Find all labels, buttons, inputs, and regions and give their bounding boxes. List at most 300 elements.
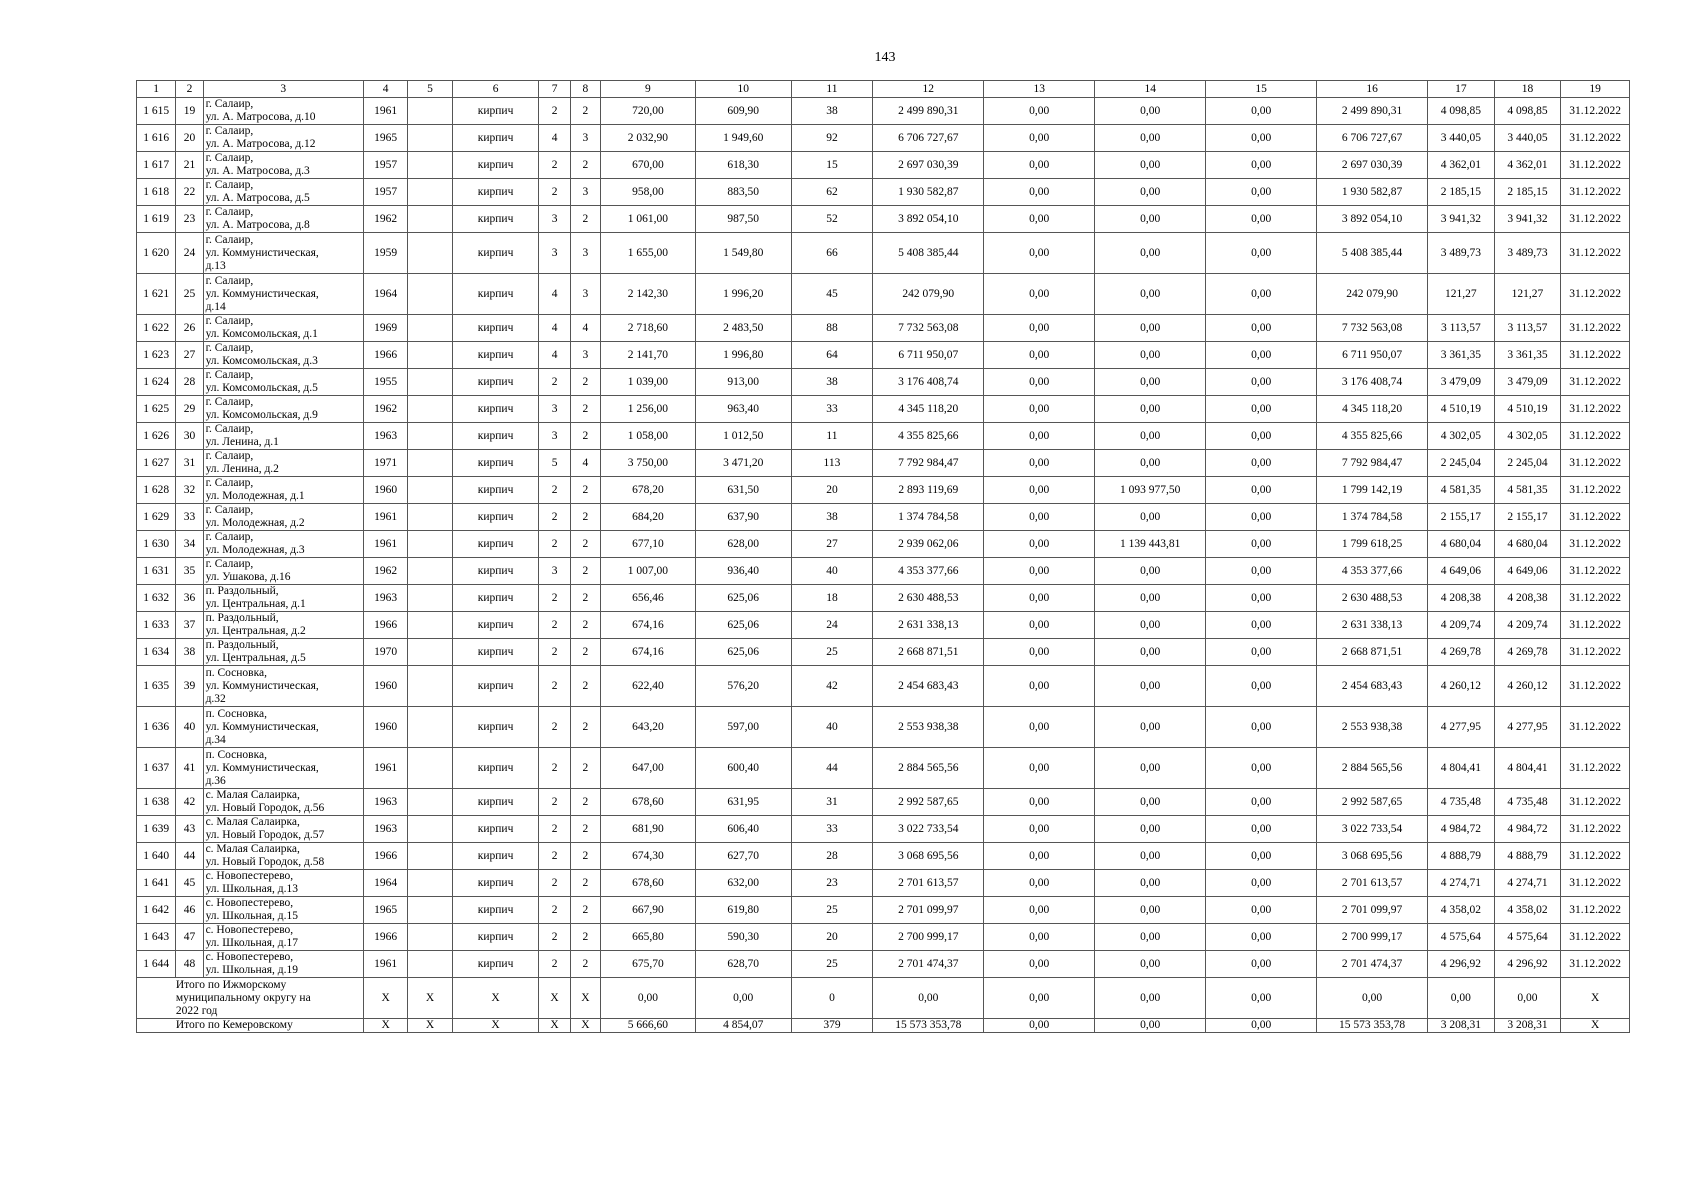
residents-cell: 25 xyxy=(791,897,873,924)
row-number-cell: 1 621 xyxy=(137,274,176,315)
material-cell: кирпич xyxy=(452,816,539,843)
area-cell: 675,70 xyxy=(600,951,695,978)
material-cell: кирпич xyxy=(452,450,539,477)
date-cell: 31.12.2022 xyxy=(1561,152,1630,179)
address-cell xyxy=(203,152,363,179)
unit-cost-cell: 4 296,92 xyxy=(1428,951,1495,978)
year-cell: 1962 xyxy=(363,396,407,423)
owners-cell: 3 068 695,56 xyxy=(1317,843,1428,870)
col5-cell xyxy=(408,125,452,152)
budget-cell: 0,00 xyxy=(1095,125,1206,152)
owners-cell: 4 355 825,66 xyxy=(1317,423,1428,450)
date-cell: 31.12.2022 xyxy=(1561,206,1630,233)
residents-cell: 31 xyxy=(791,789,873,816)
cost-cell: 7 792 984,47 xyxy=(873,450,984,477)
residents-cell: 40 xyxy=(791,558,873,585)
area-cell: 0,00 xyxy=(600,978,695,1019)
address-line: п. Сосновка, xyxy=(205,748,268,761)
material-cell: кирпич xyxy=(452,924,539,951)
unit-limit-cell: 4 984,72 xyxy=(1494,816,1561,843)
cost-cell: 3 176 408,74 xyxy=(873,369,984,396)
living-area-cell: 987,50 xyxy=(695,206,791,233)
address-cell xyxy=(203,870,363,897)
row-number-cell: 1 616 xyxy=(137,125,176,152)
budget-cell: 0,00 xyxy=(1095,98,1206,125)
residents-cell: 27 xyxy=(791,531,873,558)
owners-cell: 15 573 353,78 xyxy=(1317,1019,1428,1033)
unit-limit-cell: 4 274,71 xyxy=(1494,870,1561,897)
owners-cell: 242 079,90 xyxy=(1317,274,1428,315)
unit-limit-cell: 4 260,12 xyxy=(1494,666,1561,707)
unit-cost-cell: 3 361,35 xyxy=(1428,342,1495,369)
address-line: г. Салаир, xyxy=(205,558,254,570)
row-number-cell: 1 639 xyxy=(137,816,176,843)
unit-cost-cell: 4 510,19 xyxy=(1428,396,1495,423)
address-line: с. Малая Салаирка, xyxy=(205,789,300,801)
address-cell xyxy=(203,274,363,315)
index-cell: 41 xyxy=(176,748,203,789)
material-cell: кирпич xyxy=(452,504,539,531)
column-header: 13 xyxy=(984,81,1095,98)
other-cell: 0,00 xyxy=(1206,206,1317,233)
area-cell: 2 032,90 xyxy=(600,125,695,152)
address-line: г. Салаир, xyxy=(205,477,254,489)
unit-limit-cell: 4 888,79 xyxy=(1494,843,1561,870)
unit-cost-cell: 0,00 xyxy=(1428,978,1495,1019)
living-area-cell: 590,30 xyxy=(695,924,791,951)
cost-cell: 1 374 784,58 xyxy=(873,504,984,531)
owners-cell: 4 353 377,66 xyxy=(1317,558,1428,585)
living-area-cell: 627,70 xyxy=(695,843,791,870)
address-cell xyxy=(203,342,363,369)
living-area-cell: 576,20 xyxy=(695,666,791,707)
col5-cell xyxy=(408,342,452,369)
year-cell: 1955 xyxy=(363,369,407,396)
date-cell: 31.12.2022 xyxy=(1561,639,1630,666)
residents-cell: 28 xyxy=(791,843,873,870)
column-header: 6 xyxy=(452,81,539,98)
other-cell: 0,00 xyxy=(1206,639,1317,666)
row-number-cell: 1 633 xyxy=(137,612,176,639)
area-cell: 5 666,60 xyxy=(600,1019,695,1033)
date-cell: 31.12.2022 xyxy=(1561,450,1630,477)
fund-cell: 0,00 xyxy=(984,233,1095,274)
col5-cell xyxy=(408,179,452,206)
col5-cell xyxy=(408,98,452,125)
residents-cell: 113 xyxy=(791,450,873,477)
date-cell: 31.12.2022 xyxy=(1561,924,1630,951)
entrances-cell: 3 xyxy=(570,342,600,369)
living-area-cell: 609,90 xyxy=(695,98,791,125)
other-cell: 0,00 xyxy=(1206,477,1317,504)
date-cell: 31.12.2022 xyxy=(1561,531,1630,558)
fund-cell: 0,00 xyxy=(984,369,1095,396)
unit-cost-cell: 4 888,79 xyxy=(1428,843,1495,870)
owners-cell: 0,00 xyxy=(1317,978,1428,1019)
budget-cell: 0,00 xyxy=(1095,342,1206,369)
entrances-cell: 2 xyxy=(570,870,600,897)
entrances-cell: 2 xyxy=(570,789,600,816)
col5-cell xyxy=(408,152,452,179)
area-cell: 1 058,00 xyxy=(600,423,695,450)
floors-cell: 2 xyxy=(539,789,570,816)
address-line: ул. А. Матросова, д.12 xyxy=(205,138,316,150)
row-number-cell: 1 624 xyxy=(137,369,176,396)
table-row xyxy=(137,843,1630,870)
residents-cell: 24 xyxy=(791,612,873,639)
unit-limit-cell: 3 208,31 xyxy=(1494,1019,1561,1033)
year-cell: 1963 xyxy=(363,423,407,450)
index-cell: 23 xyxy=(176,206,203,233)
other-cell: 0,00 xyxy=(1206,179,1317,206)
floors-cell: 3 xyxy=(539,423,570,450)
table-row xyxy=(137,233,1630,274)
column-header: 4 xyxy=(363,81,407,98)
budget-cell: 0,00 xyxy=(1095,274,1206,315)
date-cell: 31.12.2022 xyxy=(1561,342,1630,369)
unit-limit-cell: 3 941,32 xyxy=(1494,206,1561,233)
material-cell: кирпич xyxy=(452,789,539,816)
residents-cell: 18 xyxy=(791,585,873,612)
cost-cell: 4 353 377,66 xyxy=(873,558,984,585)
floors-cell: 2 xyxy=(539,951,570,978)
year-cell: 1970 xyxy=(363,639,407,666)
column-header: 12 xyxy=(873,81,984,98)
address-cell xyxy=(203,98,363,125)
entrances-cell: 3 xyxy=(570,274,600,315)
area-cell: 681,90 xyxy=(600,816,695,843)
date-cell: 31.12.2022 xyxy=(1561,504,1630,531)
fund-cell: 0,00 xyxy=(984,342,1095,369)
owners-cell: 1 799 618,25 xyxy=(1317,531,1428,558)
total-empty-cell xyxy=(137,1019,176,1033)
address-cell xyxy=(203,816,363,843)
table-row xyxy=(137,816,1630,843)
living-area-cell: 1 996,80 xyxy=(695,342,791,369)
residents-cell: 64 xyxy=(791,342,873,369)
total-label-cell xyxy=(176,978,364,1019)
budget-cell: 0,00 xyxy=(1095,666,1206,707)
col5-cell xyxy=(408,233,452,274)
unit-limit-cell: 2 245,04 xyxy=(1494,450,1561,477)
cost-cell: 2 701 613,57 xyxy=(873,870,984,897)
other-cell: 0,00 xyxy=(1206,707,1317,748)
other-cell: 0,00 xyxy=(1206,531,1317,558)
entrances-cell: 2 xyxy=(570,924,600,951)
col5-cell xyxy=(408,897,452,924)
fund-cell: 0,00 xyxy=(984,585,1095,612)
column-header: 10 xyxy=(695,81,791,98)
living-area-cell: 625,06 xyxy=(695,612,791,639)
floors-cell: 2 xyxy=(539,531,570,558)
material-cell: кирпич xyxy=(452,870,539,897)
address-cell xyxy=(203,639,363,666)
date-cell: 31.12.2022 xyxy=(1561,585,1630,612)
area-cell: 656,46 xyxy=(600,585,695,612)
table-row xyxy=(137,897,1630,924)
date-cell: 31.12.2022 xyxy=(1561,423,1630,450)
index-cell: 45 xyxy=(176,870,203,897)
fund-cell: 0,00 xyxy=(984,152,1095,179)
unit-limit-cell: 4 804,41 xyxy=(1494,748,1561,789)
date-cell: 31.12.2022 xyxy=(1561,98,1630,125)
index-cell: 27 xyxy=(176,342,203,369)
owners-cell: 2 701 613,57 xyxy=(1317,870,1428,897)
living-area-cell: 883,50 xyxy=(695,179,791,206)
table-row xyxy=(137,98,1630,125)
address-line: ул. Школьная, д.13 xyxy=(205,883,299,895)
index-cell: 34 xyxy=(176,531,203,558)
material-cell: кирпич xyxy=(452,125,539,152)
date-cell: 31.12.2022 xyxy=(1561,789,1630,816)
year-cell: 1960 xyxy=(363,477,407,504)
address-line: п. Сосновка, xyxy=(205,707,268,720)
residents-cell: 20 xyxy=(791,924,873,951)
residents-cell: 66 xyxy=(791,233,873,274)
address-line: ул. Новый Городок, д.56 xyxy=(205,802,325,814)
unit-cost-cell: 4 269,78 xyxy=(1428,639,1495,666)
area-cell: 1 007,00 xyxy=(600,558,695,585)
cost-cell: 2 499 890,31 xyxy=(873,98,984,125)
living-area-cell: 631,95 xyxy=(695,789,791,816)
address-cell xyxy=(203,748,363,789)
budget-cell: 0,00 xyxy=(1095,870,1206,897)
address-cell xyxy=(203,125,363,152)
owners-cell: 2 701 474,37 xyxy=(1317,951,1428,978)
index-cell: 25 xyxy=(176,274,203,315)
fund-cell: 0,00 xyxy=(984,748,1095,789)
fund-cell: 0,00 xyxy=(984,423,1095,450)
fund-cell: 0,00 xyxy=(984,531,1095,558)
living-area-cell: 637,90 xyxy=(695,504,791,531)
col5-cell xyxy=(408,477,452,504)
column-header: 14 xyxy=(1095,81,1206,98)
date-cell: 31.12.2022 xyxy=(1561,748,1630,789)
address-line: ул. Молодежная, д.3 xyxy=(205,544,305,556)
unit-limit-cell: 4 269,78 xyxy=(1494,639,1561,666)
entrances-cell: 2 xyxy=(570,707,600,748)
cost-cell: 4 355 825,66 xyxy=(873,423,984,450)
unit-limit-cell: 4 680,04 xyxy=(1494,531,1561,558)
row-number-cell: 1 640 xyxy=(137,843,176,870)
material-cell: кирпич xyxy=(452,707,539,748)
table-row xyxy=(137,870,1630,897)
index-cell: 30 xyxy=(176,423,203,450)
unit-limit-cell: 4 302,05 xyxy=(1494,423,1561,450)
address-line: ул. А. Матросова, д.5 xyxy=(205,192,310,204)
address-line: с. Новопестерево, xyxy=(205,897,294,909)
entrances-cell: X xyxy=(570,1019,600,1033)
year-cell: 1961 xyxy=(363,748,407,789)
floors-cell: 2 xyxy=(539,924,570,951)
address-cell xyxy=(203,707,363,748)
floors-cell: X xyxy=(539,978,570,1019)
row-number-cell: 1 634 xyxy=(137,639,176,666)
area-cell: 678,60 xyxy=(600,870,695,897)
unit-cost-cell: 4 260,12 xyxy=(1428,666,1495,707)
address-line: г. Салаир, xyxy=(205,179,254,191)
material-cell: кирпич xyxy=(452,897,539,924)
floors-cell: 2 xyxy=(539,639,570,666)
col5-cell xyxy=(408,450,452,477)
address-cell xyxy=(203,233,363,274)
column-header: 1 xyxy=(137,81,176,98)
budget-cell: 0,00 xyxy=(1095,206,1206,233)
year-cell: 1965 xyxy=(363,897,407,924)
address-line: ул. Комсомольская, д.5 xyxy=(205,382,318,394)
col5-cell xyxy=(408,369,452,396)
year-cell: 1966 xyxy=(363,342,407,369)
cost-cell: 2 884 565,56 xyxy=(873,748,984,789)
row-number-cell: 1 617 xyxy=(137,152,176,179)
col5-cell xyxy=(408,639,452,666)
fund-cell: 0,00 xyxy=(984,179,1095,206)
living-area-cell: 3 471,20 xyxy=(695,450,791,477)
address-cell xyxy=(203,531,363,558)
table-row xyxy=(137,666,1630,707)
row-number-cell: 1 641 xyxy=(137,870,176,897)
living-area-cell: 1 012,50 xyxy=(695,423,791,450)
area-cell: 665,80 xyxy=(600,924,695,951)
residents-cell: 38 xyxy=(791,369,873,396)
owners-cell: 3 022 733,54 xyxy=(1317,816,1428,843)
area-cell: 674,16 xyxy=(600,612,695,639)
address-line: г. Салаир, xyxy=(205,450,254,462)
cost-cell: 3 892 054,10 xyxy=(873,206,984,233)
fund-cell: 0,00 xyxy=(984,951,1095,978)
unit-limit-cell: 4 209,74 xyxy=(1494,612,1561,639)
address-line: ул. Ленина, д.2 xyxy=(205,463,279,475)
address-line: ул. Школьная, д.17 xyxy=(205,937,299,949)
unit-cost-cell: 2 155,17 xyxy=(1428,504,1495,531)
table-row xyxy=(137,924,1630,951)
page-number: 143 xyxy=(874,50,896,65)
total-empty-cell xyxy=(137,978,176,1019)
col5-cell: X xyxy=(408,1019,452,1033)
row-number-cell: 1 623 xyxy=(137,342,176,369)
material-cell: кирпич xyxy=(452,558,539,585)
address-line: г. Салаир, xyxy=(205,233,254,246)
index-cell: 21 xyxy=(176,152,203,179)
unit-limit-cell: 4 208,38 xyxy=(1494,585,1561,612)
index-cell: 35 xyxy=(176,558,203,585)
owners-cell: 2 884 565,56 xyxy=(1317,748,1428,789)
address-cell xyxy=(203,612,363,639)
fund-cell: 0,00 xyxy=(984,450,1095,477)
fund-cell: 0,00 xyxy=(984,843,1095,870)
floors-cell: 2 xyxy=(539,870,570,897)
row-number-cell: 1 635 xyxy=(137,666,176,707)
date-cell: 31.12.2022 xyxy=(1561,396,1630,423)
floors-cell: 4 xyxy=(539,274,570,315)
table-row xyxy=(137,951,1630,978)
unit-cost-cell: 3 489,73 xyxy=(1428,233,1495,274)
cost-cell: 2 992 587,65 xyxy=(873,789,984,816)
area-cell: 677,10 xyxy=(600,531,695,558)
table-row xyxy=(137,342,1630,369)
address-line: г. Салаир, xyxy=(205,152,254,164)
index-cell: 42 xyxy=(176,789,203,816)
col5-cell xyxy=(408,315,452,342)
area-cell: 2 718,60 xyxy=(600,315,695,342)
area-cell: 1 655,00 xyxy=(600,233,695,274)
unit-limit-cell: 121,27 xyxy=(1494,274,1561,315)
address-cell xyxy=(203,423,363,450)
unit-cost-cell: 2 185,15 xyxy=(1428,179,1495,206)
owners-cell: 2 700 999,17 xyxy=(1317,924,1428,951)
fund-cell: 0,00 xyxy=(984,558,1095,585)
index-cell: 33 xyxy=(176,504,203,531)
floors-cell: 3 xyxy=(539,206,570,233)
entrances-cell: 2 xyxy=(570,504,600,531)
entrances-cell: X xyxy=(570,978,600,1019)
fund-cell: 0,00 xyxy=(984,870,1095,897)
row-number-cell: 1 644 xyxy=(137,951,176,978)
living-area-cell: 628,00 xyxy=(695,531,791,558)
residents-cell: 11 xyxy=(791,423,873,450)
other-cell: 0,00 xyxy=(1206,897,1317,924)
living-area-cell: 625,06 xyxy=(695,585,791,612)
row-number-cell: 1 630 xyxy=(137,531,176,558)
index-cell: 43 xyxy=(176,816,203,843)
address-line: г. Салаир, xyxy=(205,504,254,516)
date-cell: 31.12.2022 xyxy=(1561,612,1630,639)
unit-limit-cell: 3 361,35 xyxy=(1494,342,1561,369)
cost-cell: 2 630 488,53 xyxy=(873,585,984,612)
address-line: д.32 xyxy=(205,692,226,705)
residents-cell: 33 xyxy=(791,396,873,423)
floors-cell: 2 xyxy=(539,369,570,396)
unit-cost-cell: 3 208,31 xyxy=(1428,1019,1495,1033)
address-cell xyxy=(203,315,363,342)
address-cell xyxy=(203,450,363,477)
col5-cell xyxy=(408,585,452,612)
budget-cell: 0,00 xyxy=(1095,423,1206,450)
entrances-cell: 2 xyxy=(570,585,600,612)
fund-cell: 0,00 xyxy=(984,978,1095,1019)
address-line: с. Малая Салаирка, xyxy=(205,816,300,828)
entrances-cell: 2 xyxy=(570,396,600,423)
address-line: г. Салаир, xyxy=(205,531,254,543)
budget-cell: 1 093 977,50 xyxy=(1095,477,1206,504)
owners-cell: 2 499 890,31 xyxy=(1317,98,1428,125)
entrances-cell: 2 xyxy=(570,98,600,125)
entrances-cell: 4 xyxy=(570,450,600,477)
owners-cell: 2 553 938,38 xyxy=(1317,707,1428,748)
address-cell xyxy=(203,504,363,531)
table-row xyxy=(137,504,1630,531)
date-cell: 31.12.2022 xyxy=(1561,951,1630,978)
entrances-cell: 3 xyxy=(570,233,600,274)
unit-limit-cell: 4 358,02 xyxy=(1494,897,1561,924)
year-cell: 1963 xyxy=(363,816,407,843)
floors-cell: 2 xyxy=(539,179,570,206)
residents-cell: 44 xyxy=(791,748,873,789)
row-number-cell: 1 626 xyxy=(137,423,176,450)
cost-cell: 3 022 733,54 xyxy=(873,816,984,843)
column-header: 9 xyxy=(600,81,695,98)
living-area-cell: 619,80 xyxy=(695,897,791,924)
living-area-cell: 606,40 xyxy=(695,816,791,843)
address-line: ул. Коммунистическая, xyxy=(205,246,319,259)
column-number-header xyxy=(137,81,1630,98)
living-area-cell: 963,40 xyxy=(695,396,791,423)
residents-cell: 38 xyxy=(791,504,873,531)
col5-cell xyxy=(408,924,452,951)
budget-cell: 0,00 xyxy=(1095,1019,1206,1033)
fund-cell: 0,00 xyxy=(984,98,1095,125)
living-area-cell: 913,00 xyxy=(695,369,791,396)
